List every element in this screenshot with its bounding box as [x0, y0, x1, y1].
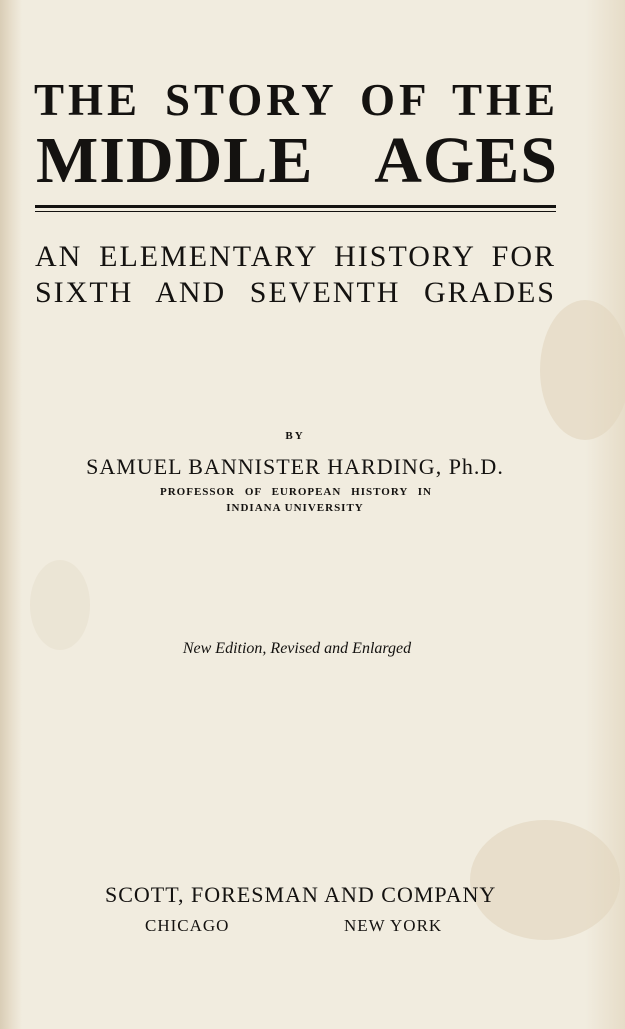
- publisher-name: SCOTT, FORESMAN AND COMPANY: [105, 882, 497, 907]
- title-rule-thick: [35, 205, 556, 208]
- title-line-1: THE STORY OF THE: [34, 75, 559, 125]
- author-affiliation-line-2: INDIANA UNIVERSITY: [226, 502, 364, 514]
- paper-stain: [540, 300, 625, 440]
- publisher-city-new-york: NEW YORK: [344, 916, 443, 935]
- author-name: SAMUEL BANNISTER HARDING, Ph.D.: [86, 454, 504, 479]
- subtitle-line-1: AN ELEMENTARY HISTORY FOR: [35, 240, 556, 273]
- publisher-city-chicago: CHICAGO: [145, 916, 230, 935]
- author-affiliation-line-1: PROFESSOR OF EUROPEAN HISTORY IN: [160, 486, 432, 498]
- paper-stain: [470, 820, 620, 940]
- title-line-2: MIDDLE AGES: [36, 124, 558, 197]
- paper-stain: [30, 560, 90, 650]
- subtitle-line-2: SIXTH AND SEVENTH GRADES: [35, 276, 556, 309]
- title-rule-thin: [35, 211, 556, 212]
- byline-by: BY: [285, 430, 305, 442]
- edition-note: New Edition, Revised and Enlarged: [182, 640, 412, 657]
